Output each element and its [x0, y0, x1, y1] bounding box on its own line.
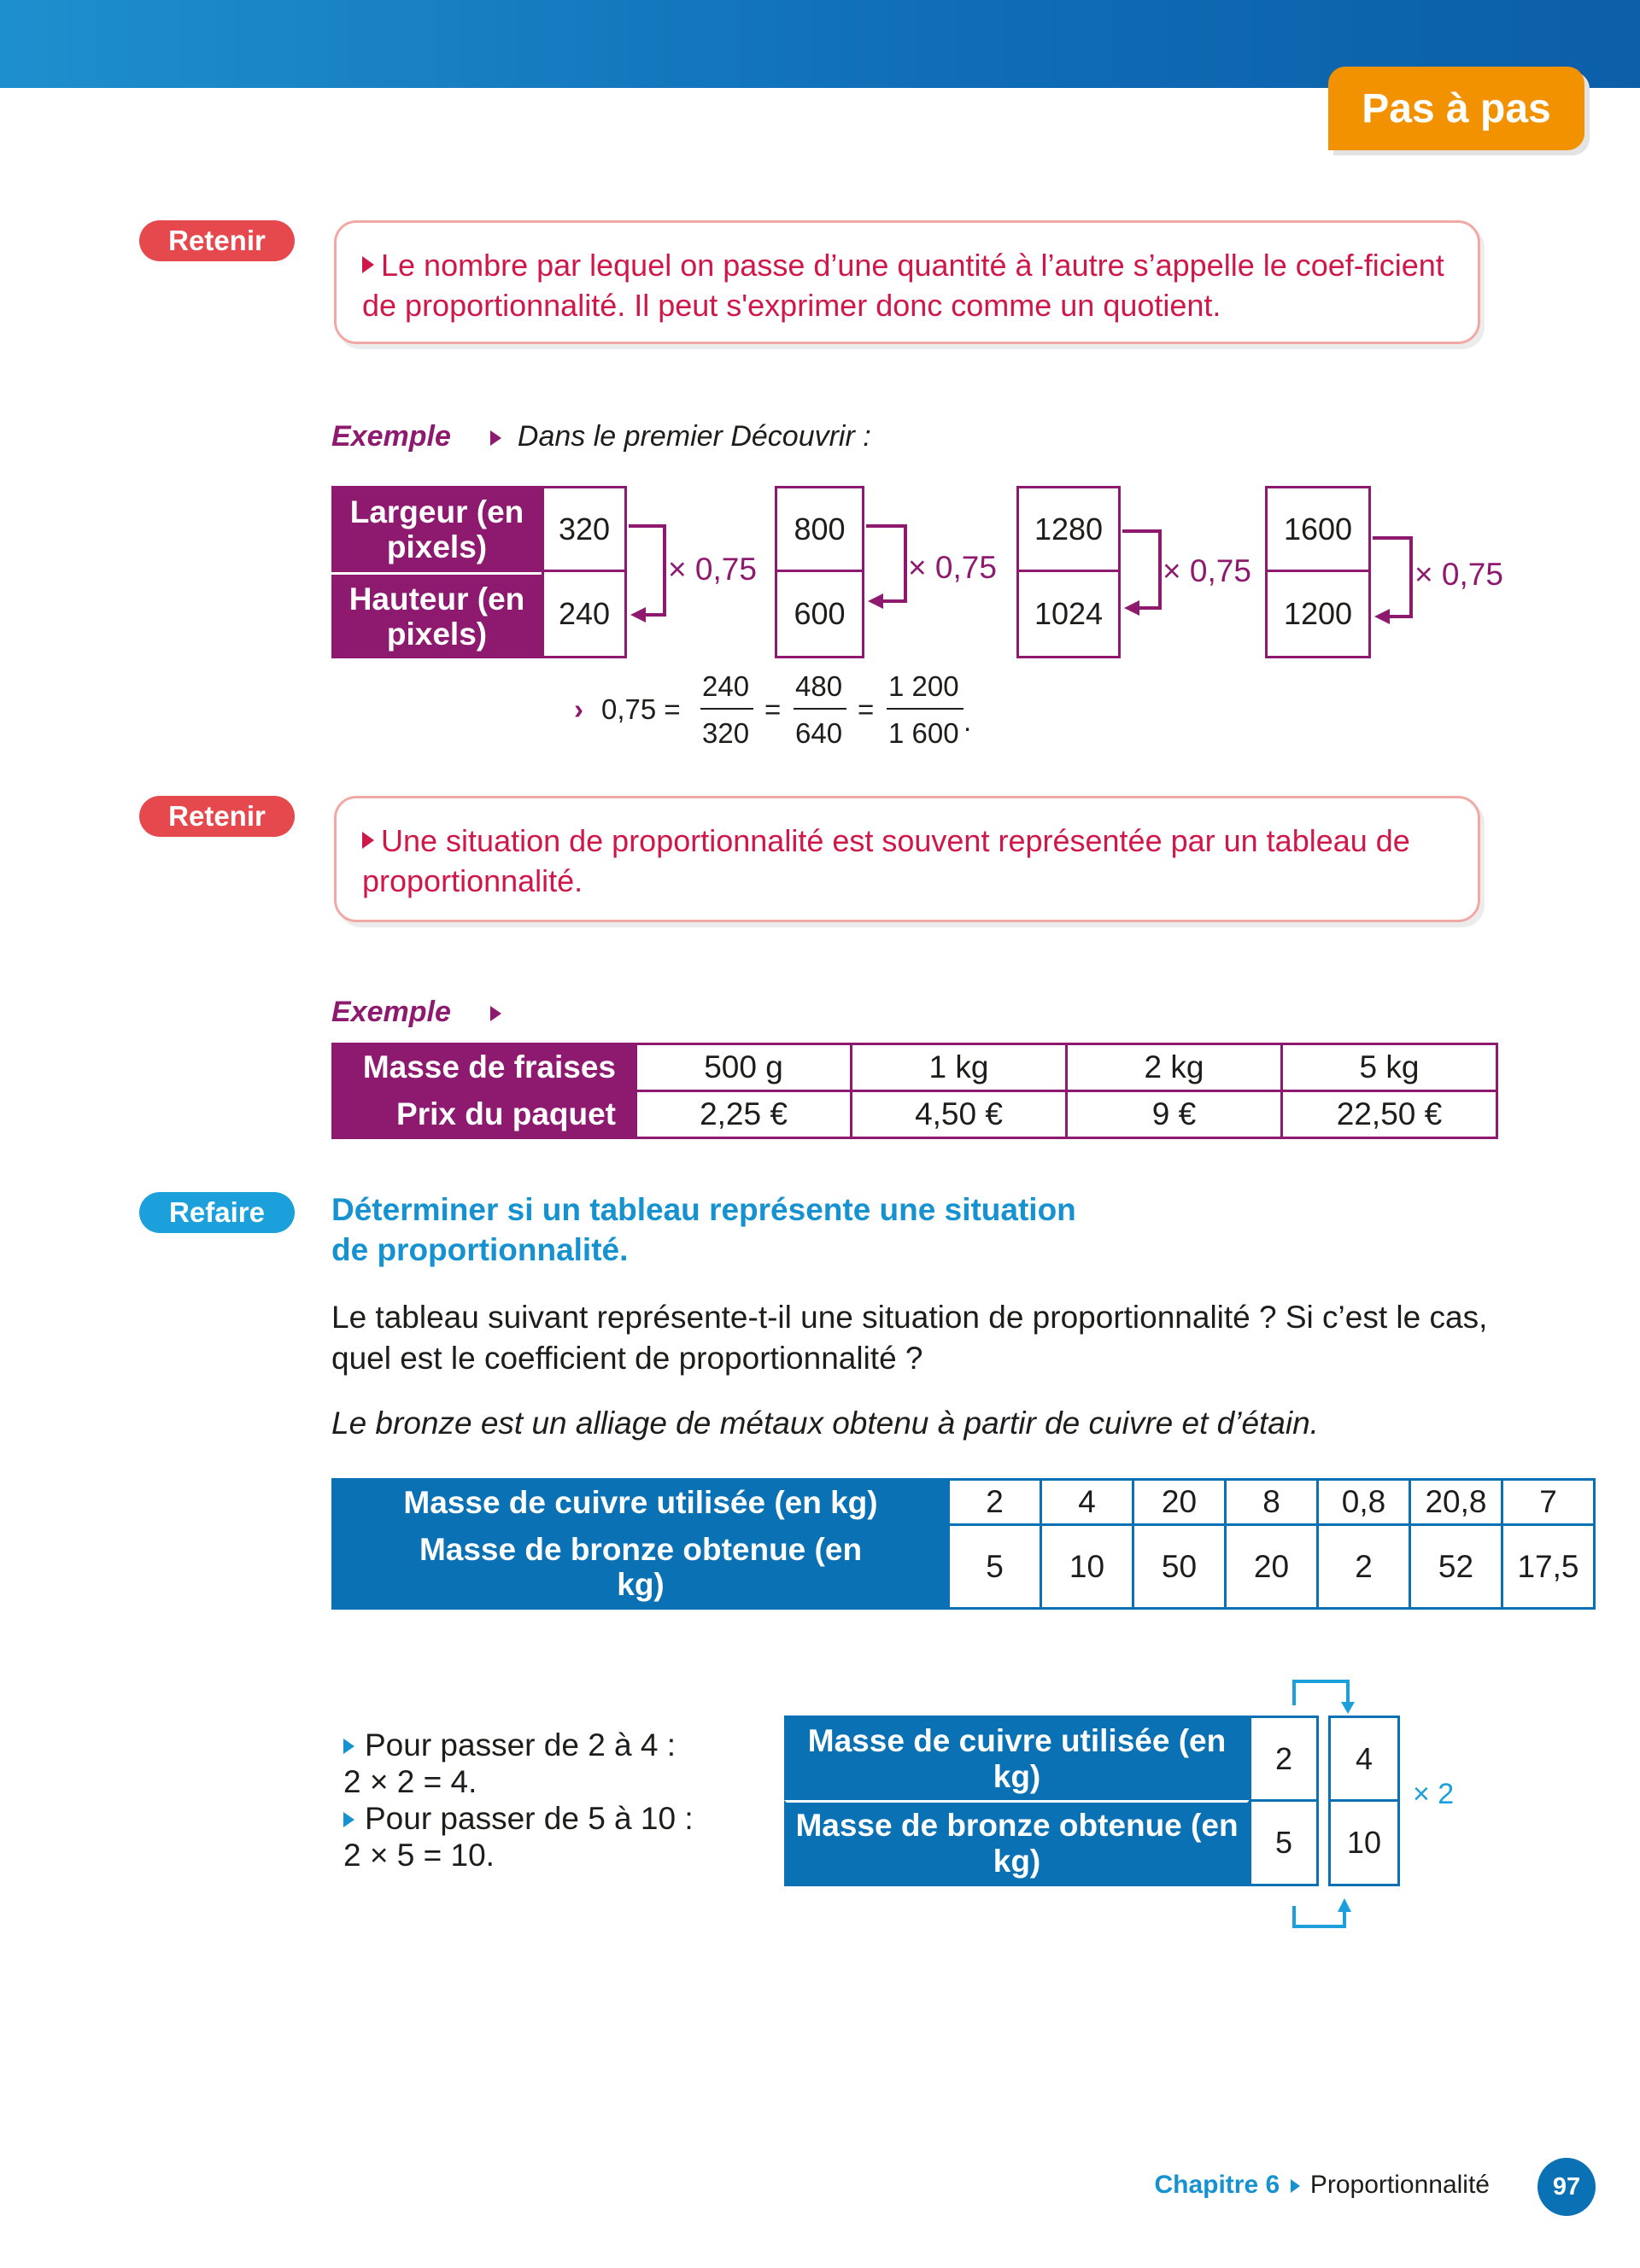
pair-bottom-cell: 1024 [1016, 570, 1121, 658]
mini-coef-label: × 2 [1413, 1778, 1455, 1810]
table-cell: 50 [1133, 1525, 1226, 1609]
table-cell: 1 kg [852, 1044, 1067, 1091]
fraction-numerator: 240 [702, 670, 750, 702]
retenir-box [334, 796, 1480, 922]
coef-label: × 0,75 [668, 552, 757, 587]
coef-arrow [866, 526, 905, 601]
pair-top-cell: 320 [542, 486, 627, 572]
coefficient-arrows [0, 0, 1640, 769]
step-line: Pour passer de 5 à 10 : [343, 1800, 694, 1837]
pair-top-cell: 1280 [1016, 486, 1121, 572]
mini-row-header: Masse de bronze obtenue (en kg) [784, 1800, 1250, 1886]
equality-lead: 0,75 = [601, 693, 681, 725]
step-line: Pour passer de 2 à 4 : [343, 1727, 694, 1763]
mini-cell: 10 [1328, 1799, 1400, 1886]
table-row [333, 1480, 1595, 1525]
table-cell: 20 [1226, 1525, 1318, 1609]
refaire-title: Déterminer si un tableau représente une situation de proportionnalité. [331, 1192, 1076, 1267]
fraction-bar [887, 708, 964, 710]
bullet-icon [490, 1006, 501, 1021]
row-header: Masse de fraises [333, 1044, 636, 1091]
table-cell: 2 [949, 1480, 1041, 1525]
mini-cell: 2 [1249, 1716, 1319, 1802]
pair-bottom-cell: 240 [542, 570, 627, 658]
table-cell: 10 [1041, 1525, 1133, 1609]
coef-arrow [629, 526, 665, 615]
table-row [333, 1091, 1497, 1138]
fraises-table [331, 1043, 1498, 1139]
row-header: Masse de bronze obtenue (en kg) [333, 1525, 949, 1609]
step-calc: 2 × 2 = 4. [343, 1764, 477, 1799]
row-header: Masse de cuivre utilisée (en kg) [333, 1480, 949, 1525]
pair-bottom-cell: 600 [775, 570, 864, 658]
table-cell: 9 € [1067, 1091, 1282, 1138]
table-cell: 500 g [636, 1044, 852, 1091]
table-cell: 7 [1502, 1480, 1595, 1525]
fraction-denominator: 320 [702, 717, 750, 749]
table-row [333, 1044, 1497, 1091]
retenir-tag: Retenir [139, 220, 295, 261]
pas-a-pas-tab: Pas à pas [1328, 67, 1584, 150]
row-label-largeur: Largeur (en pixels) [331, 486, 542, 572]
mini-cell: 5 [1249, 1799, 1319, 1886]
page-number: 97 [1538, 2158, 1596, 2216]
coef-label: × 0,75 [908, 550, 997, 585]
page-footer: Chapitre 6 Proportionnalité [1154, 2171, 1490, 2199]
mini-row-header: Masse de cuivre utilisée (en kg) [784, 1716, 1250, 1802]
mini-arrows [1281, 1669, 1384, 1943]
top-arrow [1294, 1681, 1348, 1705]
period: . [964, 705, 972, 737]
coef-arrow [1373, 538, 1411, 617]
table-cell: 22,50 € [1282, 1091, 1497, 1138]
table-cell: 2 kg [1067, 1044, 1282, 1091]
table-cell: 0,8 [1318, 1480, 1410, 1525]
fraction-numerator: 480 [795, 670, 843, 702]
mini-cell: 4 [1328, 1716, 1400, 1802]
refaire-tag: Refaire [139, 1192, 295, 1233]
table-cell: 4,50 € [852, 1091, 1067, 1138]
coef-label: × 0,75 [1163, 553, 1251, 588]
bullet-icon [362, 832, 374, 849]
table-row [333, 1525, 1595, 1609]
retenir-text: Le nombre par lequel on passe d’une quantité à l’autre s’appelle le coef-ficient de proportionnalité. Il peut s'exprimer donc comme un quotient. [362, 248, 1444, 323]
pair-bottom-cell: 1200 [1265, 570, 1371, 658]
step-calc: 2 × 5 = 10. [343, 1838, 495, 1873]
refaire-note: Le bronze est un alliage de métaux obtenu à partir de cuivre et d’étain. [331, 1406, 1319, 1441]
arrow-bullet-icon: › [574, 693, 583, 725]
fraction-denominator: 1 600 [888, 717, 959, 749]
pair-top-cell: 800 [775, 486, 864, 572]
pair-top-cell: 1600 [1265, 486, 1371, 572]
fraction-bar [700, 708, 753, 710]
solution-steps [343, 1727, 694, 1873]
bullet-icon [343, 1739, 354, 1754]
chevron-right-icon [1291, 2179, 1300, 2193]
retenir-text: Une situation de proportionnalité est souvent représentée par un tableau de proportionnalité. [362, 823, 1410, 898]
fraction-numerator: 1 200 [888, 670, 959, 702]
table-cell: 8 [1226, 1480, 1318, 1525]
table-cell: 5 kg [1282, 1044, 1497, 1091]
exemple-label: Exemple [331, 996, 451, 1028]
exemple-label: Exemple [331, 420, 451, 453]
coef-label: × 0,75 [1414, 557, 1503, 592]
bottom-arrow [1294, 1906, 1344, 1926]
table-cell: 20 [1133, 1480, 1226, 1525]
equals-sign: = [764, 693, 782, 725]
retenir-tag: Retenir [139, 796, 295, 837]
refaire-question: Le tableau suivant représente-t-il une situation de proportionnalité ? Si c’est le cas, quel est le coefficient de proportionnalité ? [331, 1300, 1488, 1376]
table-cell: 20,8 [1410, 1480, 1502, 1525]
table-cell: 2,25 € [636, 1091, 852, 1138]
bronze-table [331, 1478, 1596, 1610]
table-cell: 52 [1410, 1525, 1502, 1609]
fraction-bar [794, 708, 846, 710]
exemple-bullet [490, 996, 501, 1029]
row-header: Prix du paquet [333, 1091, 636, 1138]
coef-arrow [1122, 531, 1160, 608]
table-cell: 2 [1318, 1525, 1410, 1609]
table-cell: 17,5 [1502, 1525, 1595, 1609]
fraction-denominator: 640 [795, 717, 843, 749]
table-cell: 5 [949, 1525, 1041, 1609]
row-label-hauteur: Hauteur (en pixels) [331, 572, 542, 658]
equals-sign: = [858, 693, 875, 725]
bullet-icon [343, 1812, 354, 1827]
exemple-intro: Dans le premier Découvrir : [490, 420, 871, 453]
table-cell: 4 [1041, 1480, 1133, 1525]
